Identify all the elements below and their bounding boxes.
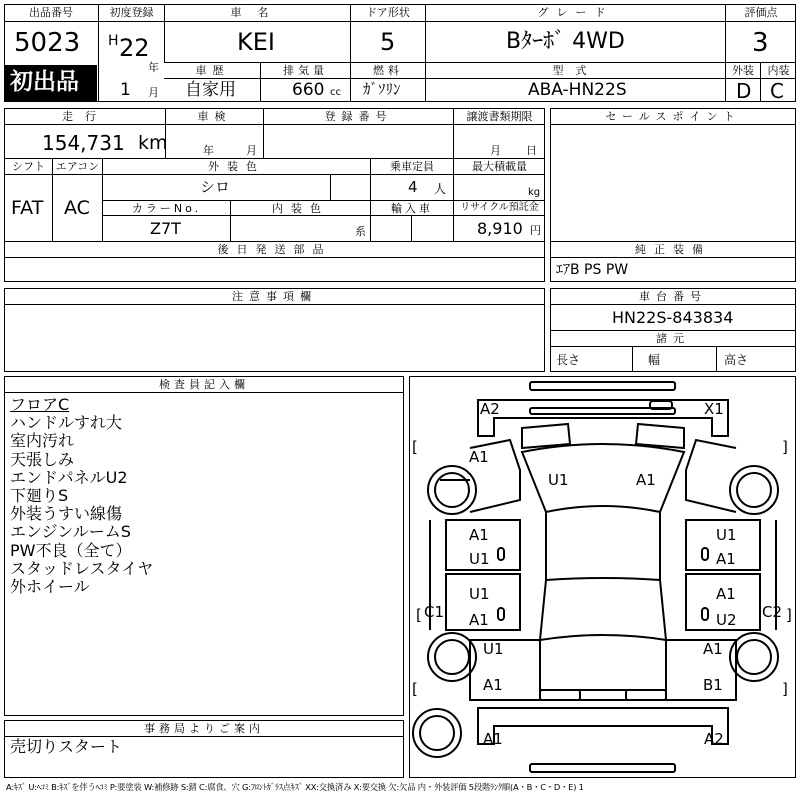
history-label: 車歴 [195, 64, 230, 77]
headlight-right [636, 424, 684, 448]
inspector-line: スタッドレスタイヤ [10, 558, 154, 578]
bracket-close: ] [782, 438, 788, 456]
bracket-close: ] [786, 606, 792, 624]
transfer-month-unit: 月 [490, 144, 501, 157]
windshield [522, 444, 684, 512]
era: H [108, 33, 119, 49]
rear-window [540, 580, 666, 640]
height-label: 高さ [724, 353, 749, 367]
int-color-label: 内装色 [272, 202, 329, 215]
doors: 5 [380, 28, 396, 56]
inspector-line: 天張しみ [10, 449, 75, 469]
transfer-day-unit: 日 [526, 144, 537, 157]
mark-a1-rear-left: A1 [483, 676, 503, 694]
mark-c1-left-side: C1 [424, 603, 445, 621]
grade-label: グレード [537, 6, 614, 19]
inspector-notes [10, 396, 153, 596]
max-load-label: 最大積載量 [472, 160, 527, 173]
import-label: 輸入車 [391, 202, 433, 215]
first-reg-label: 初度登録 [109, 6, 154, 19]
model: ABA-HN22S [528, 80, 627, 100]
inspector-line: フロアC [10, 395, 70, 414]
lot-number: 5023 [14, 28, 81, 58]
office-value: 売切りスタート [10, 737, 123, 756]
equipment-value: ｴｱB PS PW [556, 262, 629, 278]
inspection-month-unit: 月 [246, 144, 257, 157]
dims-label: 諸元 [656, 332, 690, 345]
front-top-bar [530, 382, 675, 390]
ac: AC [64, 197, 90, 219]
mark-a1-left-front-door: A1 [469, 526, 489, 544]
mark-a1-right-front-door: A1 [716, 550, 736, 568]
bracket-open: [ [412, 438, 418, 456]
car-name: KEI [237, 28, 275, 56]
exterior-label: 外装 [732, 64, 754, 77]
door-label: ドア形状 [366, 6, 410, 19]
roof [546, 512, 660, 580]
right-handle-rear [702, 608, 708, 620]
inspector-label: 検査員記入欄 [159, 378, 249, 391]
left-handle-rear [498, 608, 504, 620]
inspector-line: エンドパネルU2 [10, 467, 128, 487]
mileage-unit: km [138, 132, 168, 154]
score: 3 [752, 28, 769, 58]
ext-color-label: 外装色 [208, 160, 265, 173]
mark-b1-rear-right: B1 [703, 676, 723, 694]
rear-bottom-bar [530, 764, 675, 772]
chassis-label: 車台番号 [639, 290, 707, 303]
capacity: 4 [408, 178, 418, 196]
first-reg-month: 1 [120, 80, 131, 100]
mark-u1-left-rear-door: U1 [469, 585, 490, 603]
mark-u1-windshield: U1 [548, 471, 569, 489]
rear-light-right [626, 690, 666, 700]
left-handle-front [498, 548, 504, 560]
sales-point-frame [550, 108, 796, 242]
mark-a1-right-rear-door: A1 [716, 585, 736, 603]
inspector-line: 外ホイール [10, 577, 90, 597]
mark-u1-right-front-door: U1 [716, 526, 737, 544]
inspector-line: 室内汚れ [10, 431, 75, 451]
mark-a1-left-rear-door: A1 [469, 611, 489, 629]
first-listing-text: 初出品 [10, 69, 79, 95]
width-label: 幅 [648, 353, 661, 367]
recycle-label: リサイクル預託金 [460, 202, 539, 213]
inspector-line: 外装うすい線傷 [10, 504, 123, 524]
mark-a1-hood-left: A1 [469, 448, 489, 466]
later-parts-label: 後日発送部品 [217, 243, 332, 256]
recycle-unit: 円 [530, 224, 541, 237]
int-color-unit: 系 [355, 225, 366, 238]
year-unit: 年 [148, 61, 159, 74]
mark-x1-front: X1 [704, 400, 724, 418]
fuel: ｶﾞｿﾘﾝ [363, 80, 401, 98]
color-no-label: カラーNo. [131, 202, 202, 215]
interior-grade: C [770, 79, 784, 103]
front-bumper [478, 400, 728, 436]
interior-label: 内装 [767, 64, 790, 77]
mark-a1-right-rear-fender: A1 [703, 640, 723, 658]
rear-bumper [478, 708, 728, 744]
sales-point-label: セールスポイント [605, 110, 741, 123]
mark-u1-left-front-door: U1 [469, 550, 490, 568]
transfer-label: 譲渡書類期限 [466, 110, 533, 123]
shift-label: シフト [12, 160, 45, 173]
hood-right [686, 440, 736, 512]
legend: A:ｷｽﾞ U:ﾍｺﾐ B:ｷｽﾞを伴うﾍｺﾐ P:要塗装 W:補修跡 S:錆 C:腐食、穴 G:ﾌﾛﾝﾄｶﾞﾗｽ点ｷｽﾞ XX:交換済み X:要交換 欠:欠品 内・外装評価 5段階ﾗﾝｸ順(A・B・C・D・E) 1 [6, 782, 584, 792]
fuel-label: 燃料 [373, 64, 403, 77]
ac-label: エアコン [55, 160, 100, 173]
mark-a2-front: A2 [480, 400, 500, 418]
right-handle-front [702, 548, 708, 560]
car-diagram [409, 376, 796, 778]
equipment-label: 純正装備 [635, 243, 711, 256]
inspector-line: ハンドルすれ大 [10, 413, 123, 433]
inspector-line: 下廻りS [10, 486, 69, 506]
bracket-open: [ [412, 680, 418, 698]
displacement-unit: cc [330, 87, 341, 98]
first-reg-year: 22 [119, 34, 150, 62]
length-label: 長さ [556, 353, 581, 367]
mark-u1-left-rear-fender: U1 [483, 640, 504, 658]
headlight-left [522, 424, 570, 448]
inspection-label: 車検 [197, 110, 232, 123]
history: 自家用 [185, 80, 236, 100]
car-name-label: 車名 [230, 6, 285, 19]
inspection-year-unit: 年 [203, 144, 214, 157]
grade: Bﾀｰﾎﾞ 4WD [506, 29, 625, 54]
mark-a2-bumper-rear: A2 [704, 730, 724, 748]
ext-color: シロ [200, 178, 231, 196]
chassis-number: HN22S-843834 [612, 308, 734, 327]
max-load-unit: kg [528, 187, 541, 198]
displacement-label: 排気量 [283, 64, 328, 77]
mark-u2-right-rear-door: U2 [716, 611, 737, 629]
specs-frame [4, 108, 545, 242]
exterior-grade: D [736, 79, 752, 103]
score-label: 評価点 [744, 6, 778, 19]
office-label: 事務局よりご案内 [144, 722, 264, 735]
capacity-unit: 人 [434, 182, 447, 196]
displacement: 660 [292, 80, 325, 100]
bracket-open: [ [416, 606, 422, 624]
mark-c2-right-side: C2 [762, 603, 783, 621]
rear-body [470, 640, 736, 700]
model-label: 型式 [552, 64, 599, 77]
inspector-line: PW不良（全て） [10, 540, 132, 560]
shift: FAT [11, 197, 44, 219]
color-no: Z7T [150, 219, 181, 238]
reg-no-label: 登録番号 [324, 110, 393, 123]
month-unit: 月 [148, 86, 159, 99]
rear-light-left [540, 690, 580, 700]
mark-a1-bumper-rear: A1 [483, 730, 503, 748]
mark-a1-windshield: A1 [636, 471, 656, 489]
mileage-label: 走行 [62, 110, 108, 123]
inspector-line: エンジンルームS [10, 522, 131, 542]
capacity-label: 乗車定員 [390, 160, 434, 173]
notes-label: 注意事項欄 [232, 290, 317, 303]
lot-no-label: 出品番号 [29, 6, 73, 19]
mileage: 154,731 [42, 131, 125, 155]
bracket-close: ] [782, 680, 788, 698]
recycle-fee: 8,910 [477, 219, 523, 238]
